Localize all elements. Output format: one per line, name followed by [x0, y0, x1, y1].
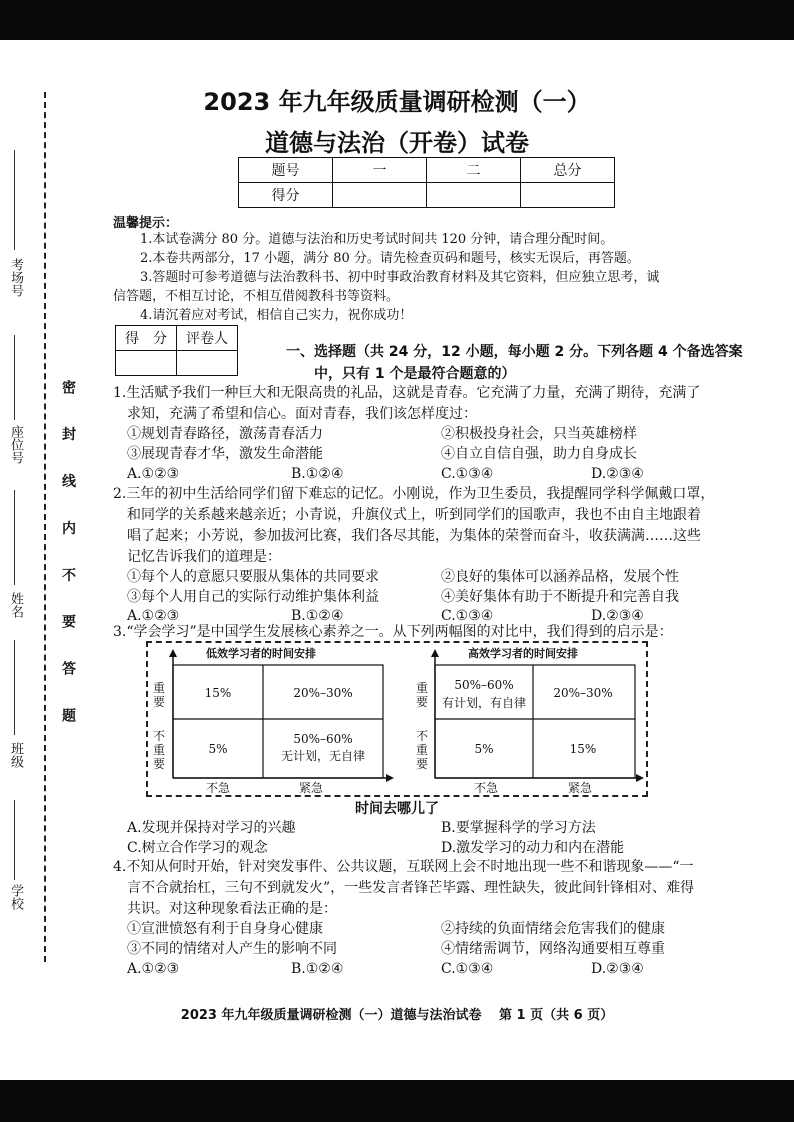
matrix-cell: 50%–60% [454, 678, 514, 692]
col-label-urgent: 紧急 [568, 781, 593, 795]
score-table [238, 157, 615, 208]
score-table-score-row [239, 183, 615, 208]
chart-title-right: 高效学习者的时间安排 [468, 647, 578, 660]
question-text-line: 言不合就抬杠，三句不到就发火”，一些发言者锋芒毕露、理性缺失，彼此间针锋相对、难得 [127, 880, 695, 896]
statement: ①每个人的意愿只要服从集体的共同要求 [127, 569, 379, 585]
matrix-cell: 15% [204, 686, 232, 700]
tip-item: 信答题，不相互讨论，不相互借阅教科书等资料。 [113, 289, 400, 304]
seat-label: 座位号 [8, 425, 23, 464]
exam-title: 2023 年九年级质量调研检测（一） [203, 88, 591, 116]
section-title-line: 中，只有 1 个是最符合题意的） [314, 366, 516, 382]
score-input-cell[interactable] [333, 183, 427, 208]
matrix-cell: 50%–60% [293, 732, 353, 746]
question-3-stem [113, 622, 753, 643]
section-title-line: 一、选择题（共 24 分，12 小题，每小题 2 分。下列各题 4 个备选答案 [286, 344, 743, 360]
option[interactable]: B.①②④ [291, 961, 344, 977]
grader-input-cell[interactable] [177, 351, 238, 376]
question-4-stem [113, 857, 753, 920]
chart-title-left: 低效学习者的时间安排 [206, 647, 316, 660]
option[interactable]: A.①②③ [127, 466, 180, 482]
question-text-line: 记忆告诉我们的道理是： [127, 549, 281, 565]
statement: ④情绪需调节，网络沟通要相互尊重 [441, 941, 665, 957]
name-label: 姓名 [8, 592, 23, 618]
matrix-cell: 5% [208, 742, 228, 756]
scan-bottom-border [0, 1080, 794, 1122]
tip-item: 2.本卷共两部分，17 小题，满分 80 分。请先检查页码和题号，核实无误后，再答题。 [140, 251, 640, 266]
matrix-cell: 无计划，无自律 [280, 749, 365, 763]
statement: ④美好集体有助于不断提升和完善自我 [441, 589, 679, 605]
grader-input-cell[interactable] [116, 351, 177, 376]
question-text-line: 唱了起来；小芳说，参加拔河比赛，我们各尽其能，为集体的荣誉而奋斗，收获满满……这些 [127, 528, 701, 544]
question-text-line: 求知，充满了希望和信心。面对青春，我们该怎样度过： [127, 406, 477, 422]
matrix-cell: 15% [569, 742, 597, 756]
option[interactable]: A.发现并保持对学习的兴趣 [127, 820, 296, 836]
question-text-line: 1.生活赋予我们一种巨大和无限高贵的礼品，这就是青春。它充满了力量，充满了期待，充满了 [113, 385, 701, 401]
time-matrix-figure [146, 641, 648, 797]
right-chart-axes [410, 643, 660, 793]
binding-dashed-line [44, 92, 46, 962]
seat-underline [14, 335, 15, 420]
statement: ④自立自信自强，助力自身成长 [441, 446, 637, 462]
option[interactable]: C.①③④ [441, 961, 494, 977]
row-label-important: 重要 [153, 681, 166, 709]
option[interactable]: B.要掌握科学的学习方法 [441, 820, 596, 836]
seal-notice: 密 封 线 内 不 要 答 题 [60, 380, 76, 737]
matrix-cell: 20%–30% [293, 686, 353, 700]
option[interactable]: C.①③④ [441, 608, 494, 624]
tip-item: 3.答题时可参考道德与法治教科书、初中时事政治教育材料及其它资料，但应独立思考，诚 [140, 270, 660, 285]
grader-cell: 得 分 [116, 326, 177, 351]
exam-subtitle: 道德与法治（开卷）试卷 [265, 129, 529, 157]
grader-cell: 评卷人 [177, 326, 238, 351]
score-cell: 一 [333, 158, 427, 183]
option[interactable]: D.②③④ [591, 608, 644, 624]
scan-top-border [0, 0, 794, 40]
matrix-cell: 5% [474, 742, 494, 756]
statement: ②良好的集体可以涵养品格，发展个性 [441, 569, 679, 585]
tips-heading: 温馨提示： [113, 216, 179, 231]
score-table-header-row [239, 158, 615, 183]
question-2-stem [113, 484, 753, 568]
option[interactable]: A.①②③ [127, 961, 180, 977]
option[interactable]: B.①②④ [291, 608, 344, 624]
matrix-cell: 20%–30% [553, 686, 613, 700]
score-cell: 二 [427, 158, 521, 183]
section-title [286, 341, 756, 385]
option[interactable]: D.激发学习的动力和内在潜能 [441, 840, 625, 856]
row-label-not-important: 不重要 [416, 729, 429, 771]
statement: ③每个人用自己的实际行动维护集体利益 [127, 589, 379, 605]
option[interactable]: D.②③④ [591, 466, 644, 482]
row-label-important: 重要 [416, 681, 429, 709]
question-text-line: 2.三年的初中生活给同学们留下难忘的记忆。小刚说，作为卫生委员，我提醒同学科学佩戴口罩， [113, 486, 715, 502]
option[interactable]: B.①②④ [291, 466, 344, 482]
statement: ①宣泄愤怒有利于自身身心健康 [127, 921, 323, 937]
col-label-not-urgent: 不急 [474, 781, 499, 795]
question-text-line: 和同学的关系越来越亲近；小青说，升旗仪式上，听到同学们的国歌声，我也不由自主地跟着 [127, 507, 701, 523]
score-input-cell[interactable] [427, 183, 521, 208]
question-1-stem [113, 383, 753, 425]
figure-caption: 时间去哪儿了 [355, 801, 439, 817]
exam-room-label: 考场号 [8, 258, 23, 297]
score-cell: 得分 [239, 183, 333, 208]
question-text-line: 4.不知从何时开始，针对突发事件、公共议题，互联网上会不时地出现一些不和谐现象——“一 [113, 859, 694, 875]
score-input-cell[interactable] [521, 183, 615, 208]
statement: ③不同的情绪对人产生的影响不同 [127, 941, 337, 957]
statement: ①规划青春路径，激荡青春活力 [127, 426, 323, 442]
col-label-not-urgent: 不急 [206, 781, 231, 795]
question-text-line: 共识。对这种现象看法正确的是： [127, 901, 337, 917]
school-label: 学校 [8, 884, 23, 910]
option[interactable]: A.①②③ [127, 608, 180, 624]
row-label-not-important: 不重要 [153, 729, 166, 771]
exam-room-underline [14, 150, 15, 250]
grader-table [115, 325, 238, 376]
page-footer: 2023 年九年级质量调研检测（一）道德与法治试卷 第 1 页（共 6 页） [180, 1008, 614, 1023]
name-underline [14, 490, 15, 585]
matrix-cell: 有计划，有自律 [441, 696, 526, 710]
tip-item: 1.本试卷满分 80 分。道德与法治和历史考试时间共 120 分钟，请合理分配时间。 [140, 232, 614, 247]
option[interactable]: C.①③④ [441, 466, 494, 482]
statement: ③展现青春才华，激发生命潜能 [127, 446, 323, 462]
class-underline [14, 640, 15, 735]
class-label: 班级 [8, 742, 23, 768]
question-text-line: 3.“学会学习”是中国学生发展核心素养之一。从下列两幅图的对比中，我们得到的启示是： [113, 624, 673, 640]
option[interactable]: D.②③④ [591, 961, 644, 977]
option[interactable]: C.树立合作学习的观念 [127, 840, 268, 856]
score-cell: 总分 [521, 158, 615, 183]
score-cell: 题号 [239, 158, 333, 183]
tip-item: 4.请沉着应对考试，相信自己实力，祝你成功！ [140, 308, 413, 323]
statement: ②持续的负面情绪会危害我们的健康 [441, 921, 665, 937]
col-label-urgent: 紧急 [299, 781, 324, 795]
statement: ②积极投身社会，只当英雄榜样 [441, 426, 637, 442]
left-chart-axes [148, 643, 398, 793]
